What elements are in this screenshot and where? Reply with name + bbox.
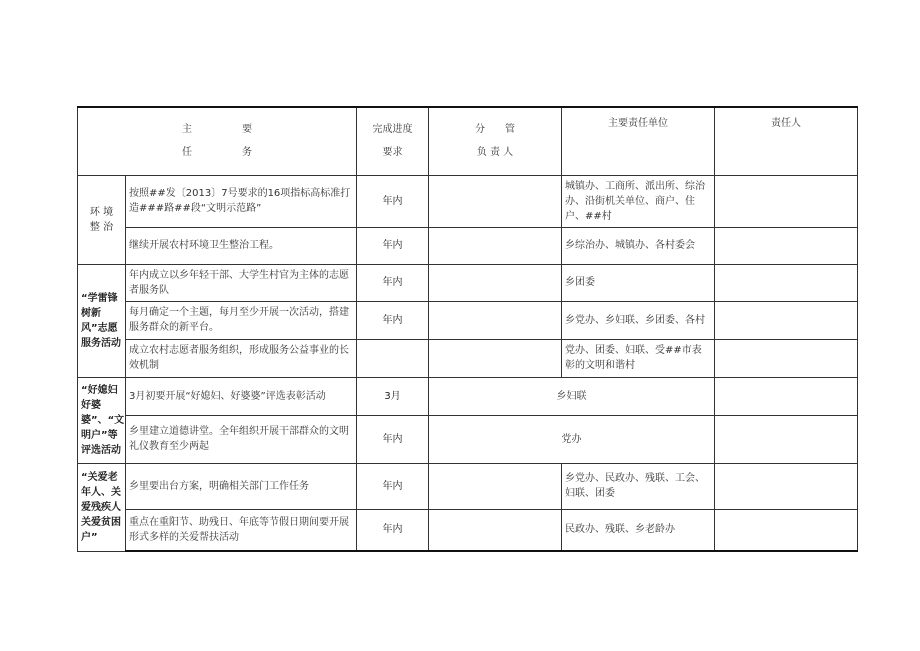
table-row: [78, 175, 858, 227]
header-task: [78, 107, 357, 175]
category-cell: “好媳妇好婆婆”、“文明户”等评选活动: [78, 377, 126, 463]
progress-cell: [357, 339, 429, 377]
person-cell: [715, 264, 858, 301]
table-row: [78, 377, 858, 415]
task-cell: 按照##发〔2013〕7号要求的16项指标高标准打造###路##段“文明示范路”: [126, 175, 357, 227]
table-row: [78, 227, 858, 264]
unit-cell: 乡党办、乡妇联、乡团委、各村: [562, 301, 715, 339]
progress-cell: 3月: [357, 377, 429, 415]
header-leader: [429, 107, 562, 175]
progress-cell: 年内: [357, 175, 429, 227]
unit-cell: 乡妇联: [429, 377, 715, 415]
person-cell: [715, 463, 858, 509]
task-cell: 乡里要出台方案，明确相关部门工作任务: [126, 463, 357, 509]
unit-cell: 民政办、残联、乡老龄办: [562, 509, 715, 551]
person-cell: [715, 377, 858, 415]
progress-cell: 年内: [357, 509, 429, 551]
unit-cell: 城镇办、工商所、派出所、综治办、沿街机关单位、商户、住户、##村: [562, 175, 715, 227]
person-cell: [715, 509, 858, 551]
task-cell: 重点在重阳节、助残日、年底等节假日期间要开展形式多样的关爱帮扶活动: [126, 509, 357, 551]
progress-cell: 年内: [357, 264, 429, 301]
task-cell: 每月确定一个主题，每月至少开展一次活动，搭建服务群众的新平台。: [126, 301, 357, 339]
task-cell: 乡里建立道德讲堂。全年组织开展干部群众的文明礼仪教育至少两起: [126, 415, 357, 463]
header-progress-line1: 完成进度: [372, 124, 413, 136]
unit-cell: 乡综治办、城镇办、各村委会: [562, 227, 715, 264]
table-row: [78, 264, 858, 301]
task-cell: 3月初要开展“好媳妇、好婆婆”评选表彰活动: [126, 377, 357, 415]
person-cell: [715, 339, 858, 377]
leader-cell: [429, 175, 562, 227]
header-person: 责任人: [715, 107, 858, 175]
task-cell: 继续开展农村环境卫生整治工程。: [126, 227, 357, 264]
unit-cell: 乡党办、民政办、残联、工会、妇联、团委: [562, 463, 715, 509]
header-leader-line1: 分 管: [475, 124, 515, 136]
work-plan-table: [77, 106, 858, 552]
leader-cell: [429, 509, 562, 551]
progress-cell: 年内: [357, 415, 429, 463]
table-row: [78, 509, 858, 551]
header-row: [78, 107, 858, 175]
header-unit: 主要责任单位: [562, 107, 715, 175]
category-cell: 环 境 整 治: [78, 175, 126, 264]
header-task-line1: 主 要: [182, 124, 252, 136]
progress-cell: 年内: [357, 463, 429, 509]
header-progress-line2: 要求: [382, 147, 403, 159]
person-cell: [715, 415, 858, 463]
leader-cell: [429, 264, 562, 301]
leader-cell: [429, 301, 562, 339]
unit-cell: 党办、团委、妇联、受##市表彰的文明和谐村: [562, 339, 715, 377]
header-task-line2: 任 务: [182, 147, 252, 159]
progress-cell: 年内: [357, 301, 429, 339]
table-row: [78, 301, 858, 339]
unit-cell: 党办: [429, 415, 715, 463]
person-cell: [715, 175, 858, 227]
category-cell: “学雷锋树新风”志愿服务活动: [78, 264, 126, 377]
leader-cell: [429, 463, 562, 509]
person-cell: [715, 301, 858, 339]
category-cell: “关爱老年人、关爱残疾人关爱贫困户”: [78, 463, 126, 551]
header-leader-line2: 负 责 人: [476, 147, 514, 159]
table-row: [78, 415, 858, 463]
person-cell: [715, 227, 858, 264]
progress-cell: 年内: [357, 227, 429, 264]
task-cell: 成立农村志愿者服务组织，形成服务公益事业的长效机制: [126, 339, 357, 377]
table-row: [78, 463, 858, 509]
task-cell: 年内成立以乡年轻干部、大学生村官为主体的志愿者服务队: [126, 264, 357, 301]
leader-cell: [429, 227, 562, 264]
leader-cell: [429, 339, 562, 377]
header-progress: [357, 107, 429, 175]
table-row: [78, 339, 858, 377]
unit-cell: 乡团委: [562, 264, 715, 301]
